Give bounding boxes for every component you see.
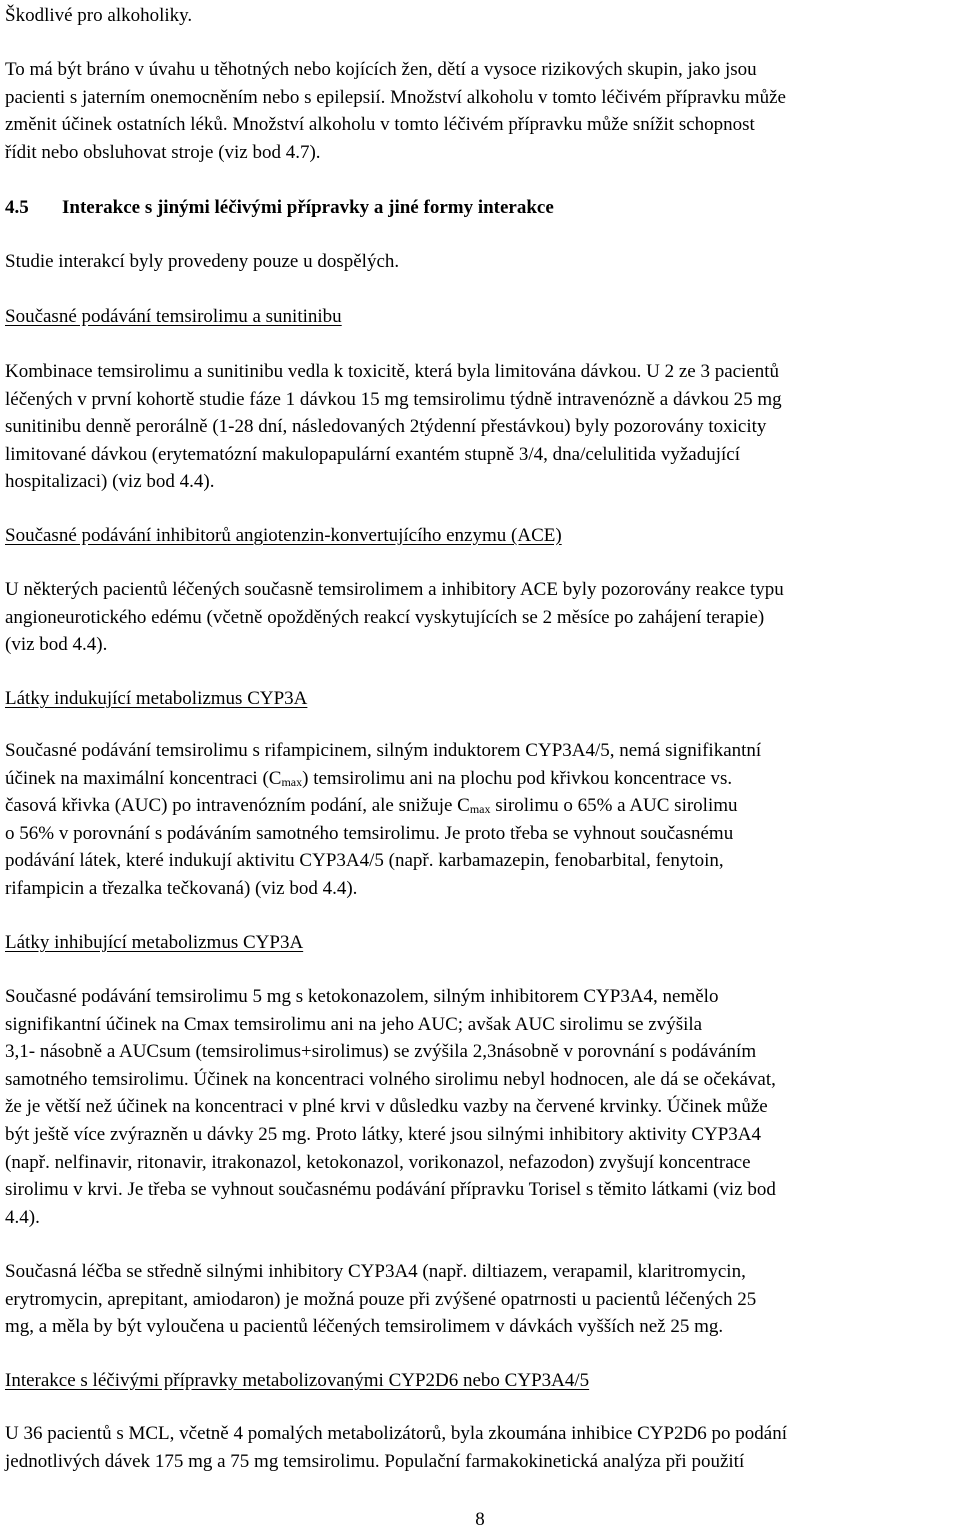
- moderate-inhibitors-paragraph: [5, 1258, 955, 1341]
- text-line: erytromycin, aprepitant, amiodaron) je možná pouze při zvýšené opatrnosti u pacientů léčených 25: [5, 1288, 757, 1310]
- subheading-sunitinib: Současné podávání temsirolimu a sunitinibu: [5, 306, 342, 327]
- text-line: Současné podávání temsirolimu 5 mg s ketokonazolem, silným inhibitorem CYP3A4, nemělo: [5, 986, 719, 1007]
- text-line: časová křivka (AUC) po intravenózním podání, ale snižuje $C_{max}$ sirolimu o 65% a AUC sirolimu: [5, 795, 738, 817]
- text-line: jednotlivých dávek 175 mg a 75 mg temsirolimu. Populační farmakokinetická analýza při použití: [5, 1450, 745, 1472]
- text-line: sunitinibu denně perorálně (1-28 dní, následovaných 2týdenní přestávkou) byly pozorovány toxicity: [5, 416, 767, 438]
- text-line: být ještě více zvýrazněn u dávky 25 mg. Proto látky, které jsou silnými inhibitory aktivity CYP3A4: [5, 1123, 762, 1145]
- section-number: 4.5: [5, 197, 29, 218]
- text-line: změnit účinek ostatních léků. Množství alkoholu v tomto léčivém přípravku může snížit schopnost: [5, 114, 755, 136]
- text-line: mg, a měla by být vyloučena u pacientů léčených temsirolimem v dávkách vyšších než 25 mg.: [5, 1316, 724, 1338]
- text-line: Kombinace temsirolimu a sunitinibu vedla k toxicitě, která byla limitována dávkou. U 2 ze 3 pacientů: [5, 361, 780, 382]
- studies-text: Studie interakcí byly provedeny pouze u dospělých.: [5, 251, 400, 272]
- cyp2d6-paragraph: [5, 1420, 955, 1475]
- subheading-ace: Současné podávání inhibitorů angiotenzin-konvertujícího enzymu (ACE): [5, 525, 562, 546]
- text-line: pacienti s jaterním onemocněním nebo s epilepsií. Množství alkoholu v tomto léčivém přípravku může: [5, 86, 786, 108]
- inhibitors-paragraph: [5, 983, 955, 1231]
- text-line: podávání látek, které indukují aktivitu CYP3A4/5 (např. karbamazepin, fenobarbital, fenytoin,: [5, 850, 724, 872]
- text-line: U 36 pacientů s MCL, včetně 4 pomalých metabolizátorů, byla zkoumána inhibice CYP2D6 po podání: [5, 1423, 787, 1444]
- alcohol-warning-paragraph: [5, 56, 955, 166]
- text-line: angioneurotického edému (včetně opožděných reakcí vyskytujících se 2 měsíce po zahájení terapie): [5, 606, 765, 628]
- subheading-inducers: Látky indukující metabolizmus CYP3A: [5, 688, 308, 709]
- text-line: řídit nebo obsluhovat stroje (viz bod 4.7).: [5, 141, 321, 163]
- text-line: To má být bráno v úvahu u těhotných nebo kojících žen, dětí a vysoce rizikových skupin, jako jsou: [5, 59, 757, 80]
- document-page: [5, 0, 955, 1531]
- text-line: (viz bod 4.4).: [5, 634, 108, 656]
- intro-text: Škodlivé pro alkoholiky.: [5, 5, 193, 26]
- text-line: (např. nelfinavir, ritonavir, itrakonazol, ketokonazol, vorikonazol, nefazodon) zvyšují koncentrace: [5, 1151, 751, 1173]
- text-line: Současné podávání temsirolimu s rifampicinem, silným induktorem CYP3A4/5, nemá signifikantní: [5, 740, 762, 761]
- text-line: sirolimu v krvi. Je třeba se vyhnout současnému podávání přípravku Torisel s těmito látkami (viz bod: [5, 1179, 776, 1201]
- text-line: limitované dávkou (erytematózní makulopapulární exantém stupně 3/4, dna/celulitida vyžadující: [5, 443, 740, 465]
- ace-paragraph: [5, 576, 955, 659]
- text-line: Současná léčba se středně silnými inhibitory CYP3A4 (např. diltiazem, verapamil, klaritromycin,: [5, 1261, 746, 1282]
- text-line: 3,1- násobně a AUCsum (temsirolimus+sirolimus) se zvýšila 2,3násobně v porovnání s podáváním: [5, 1041, 757, 1063]
- section-heading: [5, 194, 955, 222]
- sunitinib-paragraph: [5, 358, 955, 496]
- subheading-inhibitors: Látky inhibující metabolizmus CYP3A: [5, 932, 304, 953]
- text-line: hospitalizaci) (viz bod 4.4).: [5, 471, 215, 493]
- text-line: účinek na maximální koncentraci $(C_{max})$ temsirolimu ani na plochu pod křivkou koncentrace vs.: [5, 767, 733, 789]
- page-number: 8: [475, 1509, 485, 1530]
- text-line: že je větší než účinek na koncentraci v plné krvi v důsledku vazby na červené krvinky. Účinek může: [5, 1096, 768, 1118]
- inducers-paragraph: [5, 737, 955, 903]
- text-line: léčených v první kohortě studie fáze 1 dávkou 15 mg temsirolimu týdně intravenózně a dávkou 25 mg: [5, 388, 782, 410]
- text-line: rifampicin a třezalka tečkovaná) (viz bod 4.4).: [5, 877, 358, 899]
- section-title: Interakce s jinými léčivými přípravky a jiné formy interakce: [62, 197, 554, 218]
- text-line: samotného temsirolimu. Účinek na koncentraci volného sirolimu nebyl hodnocen, ale dá se očekávat,: [5, 1068, 776, 1090]
- text-line: o 56% v porovnání s podáváním samotného temsirolimu. Je proto třeba se vyhnout současnému: [5, 822, 734, 844]
- text-line: signifikantní účinek na Cmax temsirolimu ani na jeho AUC; avšak AUC sirolimu se zvýšila: [5, 1013, 703, 1035]
- text-line: U některých pacientů léčených současně temsirolimem a inhibitory ACE byly pozorovány reakce typu: [5, 579, 784, 600]
- text-line: 4.4).: [5, 1206, 40, 1228]
- subheading-cyp2d6: Interakce s léčivými přípravky metabolizovanými CYP2D6 nebo CYP3A4/5: [5, 1370, 590, 1391]
